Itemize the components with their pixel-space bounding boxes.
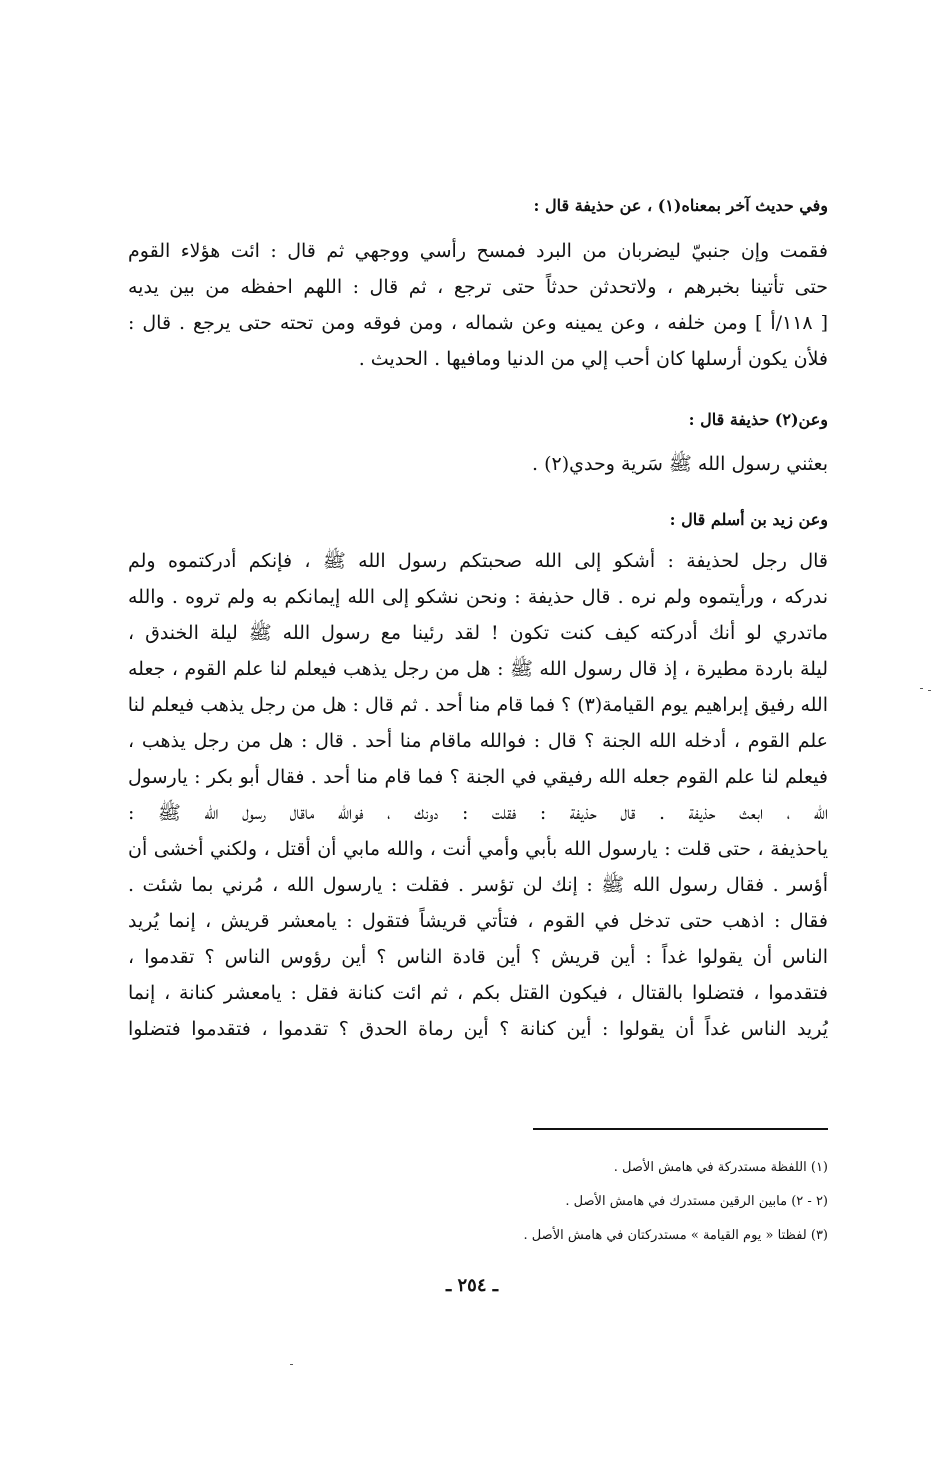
scan-speck	[920, 688, 923, 689]
scan-speck	[290, 1364, 293, 1365]
scan-speck	[928, 690, 931, 691]
section-body-1	[128, 233, 828, 377]
section-body-2	[128, 446, 828, 482]
footnote-2: (٢ - ٢) مابين الرقين مستدرك في هامش الأصل .	[565, 1194, 828, 1209]
text-line: فيعلم لنا علم القوم جعله الله رفيقي في الجنة ؟ فما قام منا أحد . فقال أبو بكر : يارسول	[128, 766, 828, 788]
text-line: ياحذيفة ، حتى قلت : يارسول الله بأبي وأمي أنت ، والله مابي أن أقتل ، ولكني أخشى أن	[128, 838, 828, 860]
text-line: الله ، ابعث حذيفة . قال حذيفة : فقلت : دونك ، فوالله ماقال رسول الله ﷺ :	[128, 802, 828, 824]
text-line: فقمت وإن جنبيّ ليضربان من البرد فمسح رأسي ووجهي ثم قال : ائت هؤلاء القوم	[128, 240, 828, 262]
text-line: ليلة باردة مطيرة ، إذ قال رسول الله ﷺ : هل من رجل يذهب فيعلم لنا علم القوم ، جعله	[128, 658, 828, 680]
text-line: فلأن يكون أرسلها كان أحب إلي من الدنيا ومافيها . الحديث .	[358, 348, 828, 370]
section-body-3	[128, 543, 828, 1047]
text-line: علم القوم ، أدخله الله الجنة ؟ قال : فوالله ماقام منا أحد . قال : هل من رجل يذهب ،	[128, 730, 828, 752]
section-heading-2: وعن(٢) حذيفة قال :	[688, 410, 828, 429]
text-line: الناس أن يقولوا غداً : أين قريش ؟ أين قادة الناس ؟ أين رؤوس الناس ؟ تقدموا ،	[128, 946, 828, 968]
section-heading-1: وفي حديث آخر بمعناه(١) ، عن حذيفة قال :	[533, 196, 828, 215]
text-line: بعثني رسول الله ﷺ سَرية وحدي(٢) .	[532, 453, 828, 475]
text-line: ندركه ، ورأيتموه ولم نره . قال حذيفة : ونحن نشكو إلى الله إيمانكم به ولم تروه . والله	[128, 586, 828, 608]
text-line: فقال : اذهب حتى تدخل في القوم ، فتأتي قريشاً فتقول : يامعشر قريش ، إنما يُريد	[128, 910, 828, 932]
text-line: الله رفيق إبراهيم يوم القيامة(٣) ؟ فما قام منا أحد . ثم قال : هل من رجل يذهب فيعلم لنا	[128, 694, 828, 716]
footnote-3: (٣) لفظتا « يوم القيامة » مستدركتان في هامش الأصل .	[523, 1228, 828, 1243]
footnote-separator	[533, 1128, 828, 1130]
page-number: ـ ٢٥٤ ـ	[445, 1275, 499, 1296]
text-line: [ ١١٨/أ ] ومن خلفه ، وعن يمينه وعن شماله ، ومن فوقه ومن تحته حتى يرجع . قال :	[128, 312, 828, 334]
text-line: حتى تأتينا بخبرهم ، ولاتحدثن حدثاً حتى ترجع ، ثم قال : اللهم احفظه من بين يديه	[128, 276, 828, 298]
text-line: قال رجل لحذيفة : أشكو إلى الله صحبتكم رسول الله ﷺ ، فإنكم أدركتموه ولم	[128, 550, 828, 572]
section-heading-3: وعن زيد بن أسلم قال :	[669, 510, 828, 529]
text-line: يُريد الناس غداً أن يقولوا : أين كنانة ؟ أين رماة الحدق ؟ تقدموا ، فتقدموا فتضلوا	[128, 1018, 828, 1040]
text-line: ماتدري لو أنك أدركته كيف كنت تكون ! لقد رئينا مع رسول الله ﷺ ليلة الخندق ،	[128, 622, 828, 644]
footnote-1: (١) اللفظة مستدركة في هامش الأصل .	[613, 1160, 828, 1175]
text-line: فتقدموا ، فتضلوا بالقتال ، فيكون القتل بكم ، ثم ائت كنانة فقل : يامعشر كنانة ، إنما	[128, 982, 828, 1004]
text-line: أؤسر . فقال رسول الله ﷺ : إنك لن تؤسر . فقلت : يارسول الله ، مُرني بما شئت .	[128, 874, 828, 896]
